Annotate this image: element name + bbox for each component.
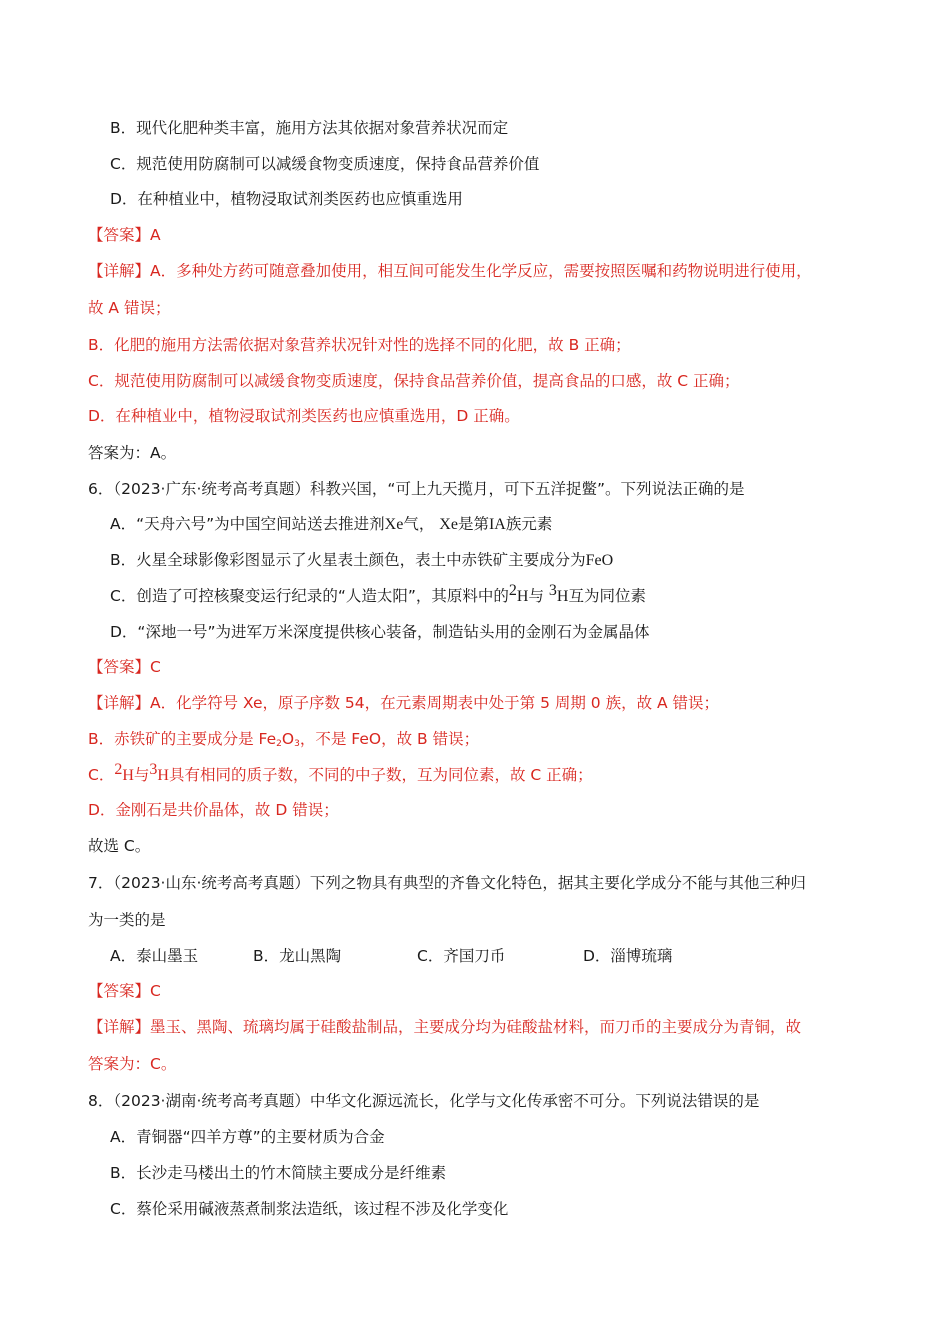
q5-detail-line-4: C．规范使用防腐制可以减缓食物变质速度，保持食品营养价值，提高食品的口感，故 C 正确；	[88, 372, 740, 390]
q6-option-d: D．“深地一号”为进军万米深度提供核心装备，制造钻头用的金刚石为金属晶体	[110, 623, 650, 641]
q7-detail-line-1: 【详解】墨玉、黑陶、琉璃均属于硅酸盐制品，主要成分均为硅酸盐材料，而刀币的主要成分为青铜，故	[88, 1018, 802, 1036]
q7-answer: 【答案】C	[88, 982, 161, 1000]
q6-stem: 6．（2023·广东·统考高考真题）科教兴国，“可上九天揽月，可下五洋捉鳖”。下列说法正确的是	[88, 480, 745, 498]
q6-final-answer: 故选 C。	[88, 837, 151, 855]
q6-option-a: A．“天舟六号”为中国空间站送去推进剂Xe气， Xe是第IA族元素	[110, 515, 553, 533]
feo-formula: FeO	[585, 552, 614, 569]
q5-option-b: B．现代化肥种类丰富，施用方法其依据对象营养状况而定	[110, 119, 509, 137]
q5-detail-line-2: 故 A 错误；	[88, 299, 171, 317]
hydrogen-symbol: H	[516, 588, 529, 605]
q6-detail-line-4: D．金刚石是共价晶体，故 D 错误；	[88, 801, 339, 819]
q7-option-a: A．泰山墨玉	[110, 947, 199, 965]
q6-option-b: B．火星全球影像彩图显示了火星表土颜色，表土中赤铁矿主要成分为FeO	[110, 551, 614, 569]
q8-option-b: B．长沙走马楼出土的竹木简牍主要成分是纤维素	[110, 1164, 447, 1182]
q6-detail-line-1: 【详解】A．化学符号 Xe，原子序数 54，在元素周期表中处于第 5 周期 0 族，故 A 错误；	[88, 694, 720, 712]
q7-option-b: B．龙山黑陶	[253, 947, 342, 965]
q8-option-c: C．蔡伦采用碱液蒸煮制浆法造纸，该过程不涉及化学变化	[110, 1200, 509, 1218]
hydrogen-symbol: H	[556, 588, 569, 605]
q6-detail-line-2: B．赤铁矿的主要成分是 $Fe_2O_3$，不是 FeO，故 B 错误；	[88, 730, 480, 749]
q5-option-c: C．规范使用防腐制可以减缓食物变质速度，保持食品营养价值	[110, 155, 540, 173]
q8-option-a: A．青铜器“四羊方尊”的主要材质为合金	[110, 1128, 385, 1146]
xe-symbol: Xe	[384, 516, 404, 533]
q5-detail-line-3: B．化肥的施用方法需依据对象营养状况针对性的选择不同的化肥，故 B 正确；	[88, 336, 631, 354]
q7-detail-line-2: 答案为：C。	[88, 1055, 177, 1073]
q7-stem-line-1: 7．（2023·山东·统考高考真题）下列之物具有典型的齐鲁文化特色，据其主要化学成分不能与其他三种归	[88, 874, 806, 892]
q6-detail-line-3: C．$^2$H与$^3$H具有相同的质子数，不同的中子数，互为同位素，故 C 正确；	[88, 761, 593, 784]
q8-stem: 8．（2023·湖南·统考高考真题）中华文化源远流长，化学与文化传承密不可分。下列说法错误的是	[88, 1092, 760, 1110]
q6-option-c: C．创造了可控核聚变运行纪录的“人造太阳”，其原料中的$^2$H与 $^3$H互为同位素	[110, 582, 646, 605]
q5-detail-line-1: 【详解】A．多种处方药可随意叠加使用，相互间可能发生化学反应，需要按照医嘱和药物说明进行使用，	[88, 262, 812, 280]
q6-answer: 【答案】C	[88, 658, 161, 676]
q5-option-d: D．在种植业中，植物浸取试剂类医药也应慎重选用	[110, 190, 463, 208]
q7-stem-line-2: 为一类的是	[88, 911, 166, 929]
xe-symbol: Xe	[439, 516, 458, 533]
q5-answer: 【答案】A	[88, 226, 161, 244]
q5-detail-line-5: D．在种植业中，植物浸取试剂类医药也应慎重选用，D 正确。	[88, 407, 520, 425]
mass-number: 3	[548, 582, 557, 599]
q5-final-answer: 答案为：A。	[88, 444, 177, 462]
mass-number: 2	[508, 582, 517, 599]
q7-option-c: C．齐国刀币	[417, 947, 506, 965]
q7-option-d: D．淄博琉璃	[583, 947, 673, 965]
group-ia: IA	[488, 516, 506, 533]
